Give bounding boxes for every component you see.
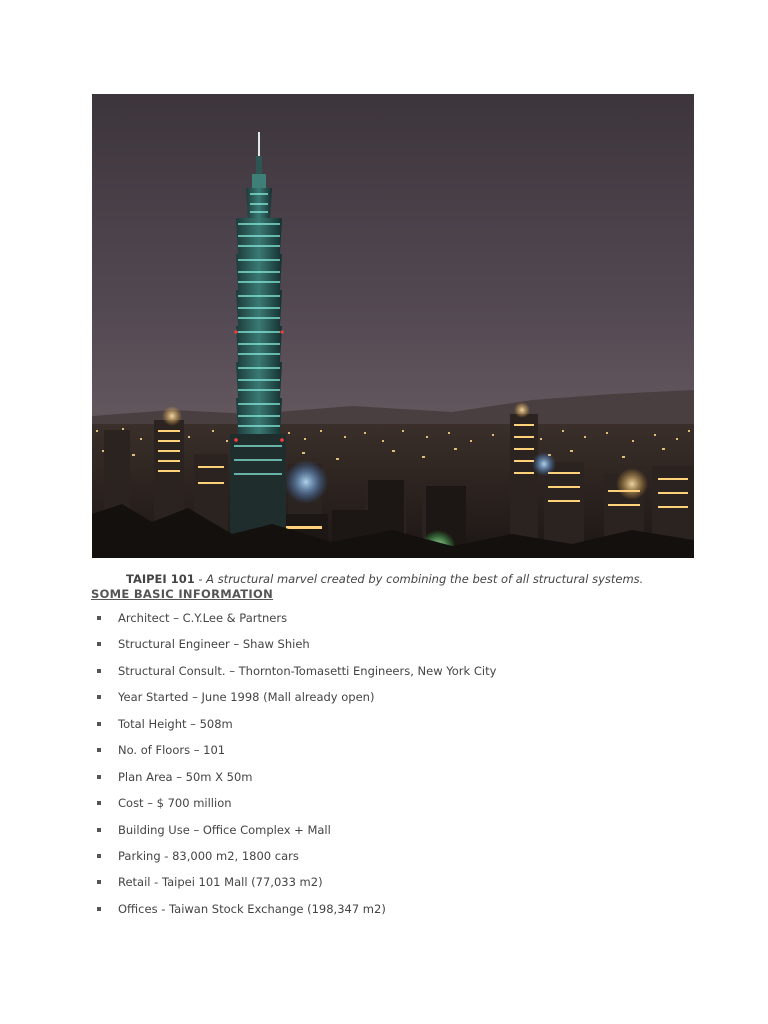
list-item-text: Structural Consult. – Thornton-Tomasetti Engineers, New York City (118, 663, 497, 678)
list-item-text: Total Height – 508m (118, 716, 233, 731)
bullet-icon (97, 828, 101, 832)
list-item (92, 849, 496, 875)
bullet-icon (97, 880, 101, 884)
bullet-icon (97, 642, 101, 646)
list-item-text: Structural Engineer – Shaw Shieh (118, 637, 310, 652)
list-item-text: Cost – $ 700 million (118, 796, 232, 811)
bullet-icon (97, 722, 101, 726)
bullet-icon (97, 748, 101, 752)
list-item-text: Offices - Taiwan Stock Exchange (198,347 m2) (118, 901, 386, 916)
list-item (92, 717, 496, 743)
list-item (92, 664, 496, 690)
bullet-icon (97, 775, 101, 779)
list-item-text: Plan Area – 50m X 50m (118, 769, 253, 784)
list-item (92, 823, 496, 849)
bullet-icon (97, 854, 101, 858)
bullet-icon (97, 616, 101, 620)
list-item (92, 637, 496, 663)
bullet-icon (97, 907, 101, 911)
list-item-text: Architect – C.Y.Lee & Partners (118, 611, 288, 625)
list-item-text: No. of Floors – 101 (118, 743, 226, 758)
list-item (92, 770, 496, 796)
photo-caption (126, 572, 643, 586)
basic-information-list (92, 611, 496, 928)
taipei-101-night-photo (92, 94, 694, 558)
bullet-icon (97, 695, 101, 699)
list-item (92, 902, 496, 928)
caption-separator: - (194, 572, 207, 586)
list-item (92, 690, 496, 716)
list-item (92, 743, 496, 769)
list-item-text: Parking - 83,000 m2, 1800 cars (118, 848, 299, 863)
list-item-text: Building Use – Office Complex + Mall (118, 822, 331, 837)
section-heading: SOME BASIC INFORMATION (91, 587, 273, 601)
list-item (92, 796, 496, 822)
list-item (92, 875, 496, 901)
list-item-text: Retail - Taipei 101 Mall (77,033 m2) (118, 875, 323, 890)
caption-building-name: TAIPEI 101 (126, 572, 195, 586)
list-item-text: Year Started – June 1998 (Mall already open) (118, 690, 375, 705)
caption-description: A structural marvel created by combining the best of all structural systems. (206, 572, 644, 586)
bullet-icon (97, 801, 101, 805)
list-item (92, 611, 496, 637)
bullet-icon (97, 669, 101, 673)
